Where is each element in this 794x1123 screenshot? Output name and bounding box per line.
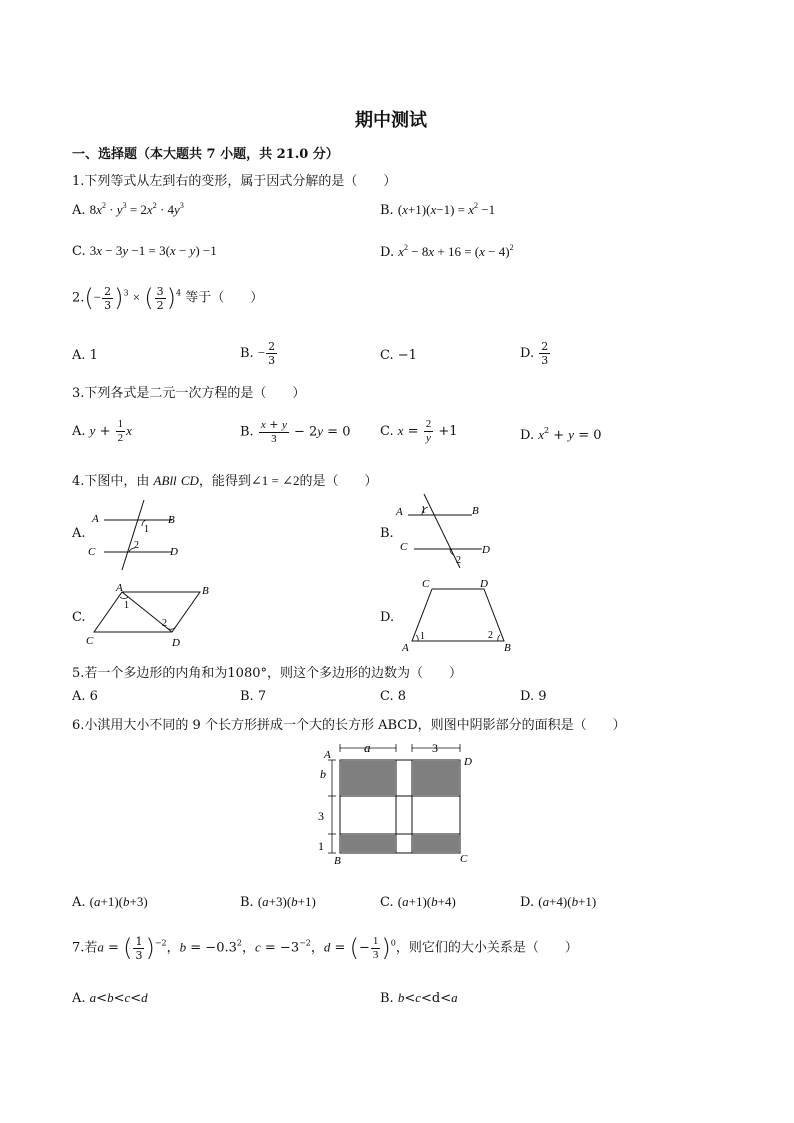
point-label-d: D (480, 578, 488, 590)
dim-label-3-left: 3 (318, 809, 324, 823)
shaded-rect (413, 835, 459, 852)
q6-option-b: B. (a+3)(b+1) (240, 894, 316, 910)
q3-option-d: D. $x^2 + y = 0$ (520, 426, 602, 443)
q3-option-a: A. y + $\frac{1}{2}$ x (72, 418, 132, 444)
q4-option-d-label: D. (380, 610, 395, 625)
q2-option-c: C. −1 (380, 348, 417, 363)
page-title: 期中测试 (355, 110, 427, 131)
q2-option-b: B. − $\frac{2}{3}$ (240, 340, 276, 367)
point-label-b: B (202, 585, 209, 597)
point-label-d: D (170, 546, 178, 558)
q5-option-d: D. 9 (520, 689, 547, 704)
q6-option-c: C. (a+1)(b+4) (380, 894, 456, 910)
option-label: B. (380, 203, 394, 218)
q7-option-b: B. b<c<d<a (380, 990, 458, 1006)
dim-label-b: b (320, 767, 326, 781)
point-label-c: C (460, 853, 468, 865)
q1-stem: 1.下列等式从左到右的变形，属于因式分解的是（ ） (72, 174, 397, 189)
q4-figure-d (400, 575, 520, 655)
point-label-a: A (92, 513, 99, 525)
angle-label-1: 1 (144, 524, 149, 535)
q6-option-d: D. (a+4)(b+1) (520, 894, 597, 910)
q5-option-c: C. 8 (380, 689, 407, 704)
point-label-c: C (86, 635, 94, 647)
q7-option-a: A. a<b<c<d (72, 990, 148, 1006)
option-label: D. (380, 245, 395, 260)
point-label-c: C (88, 546, 96, 558)
point-label-d: D (482, 544, 490, 556)
point-label-b: B (504, 642, 511, 654)
q2-option-a: A. 1 (72, 348, 98, 363)
angle-label-2: 2 (456, 555, 461, 566)
option-label: C. (72, 244, 86, 259)
q5-option-b: B. 7 (240, 689, 267, 704)
shaded-rect (341, 835, 395, 852)
q4-option-a-label: A. (72, 526, 86, 541)
q3-stem: 3.下列各式是二元一次方程的是（ ） (72, 386, 306, 401)
fraction: $\frac{3}{2}$ (156, 284, 164, 312)
angle-label-2: 2 (162, 618, 167, 629)
q3-option-c: C. x = $\frac{2}{y}$ +1 (380, 418, 458, 444)
point-label-d: D (464, 756, 472, 768)
angle-label-2: 2 (488, 630, 493, 641)
q6-option-a: A. (a+1)(b+3) (72, 894, 148, 910)
dim-label-1: 1 (318, 839, 324, 853)
shaded-rect (341, 761, 395, 795)
q4-figure-c (86, 580, 216, 650)
point-label-c: C (400, 541, 408, 553)
fraction: $\frac{2}{3}$ (104, 284, 112, 312)
q2-stem: 2.(− $\frac{2}{3}$ )$^3$ × ( $\frac{3}{2}$ )$^4$ 等于（ ） (72, 284, 264, 312)
q1-option-a: A. $8x^2 \cdot y^3 = 2x^2 \cdot 4y^3$ (72, 201, 184, 218)
angle-label-1: 1 (420, 631, 425, 642)
option-label: A. (72, 203, 86, 218)
section-heading: 一、选择题（本大题共 7 小题，共 21.0 分） (72, 147, 339, 162)
q4-stem: 4.下图中，由 ABll CD，能得到∠1 = ∠2的是（ ） (72, 473, 378, 489)
q4-figure-b (392, 490, 502, 570)
q4-figure-a (86, 492, 196, 572)
point-label-a: A (116, 582, 123, 594)
point-label-a: A (396, 506, 403, 518)
angle-label-1: 1 (421, 505, 426, 516)
q6-figure (310, 738, 480, 868)
point-label-b: B (334, 855, 341, 867)
point-label-a: A (324, 749, 331, 761)
shaded-rect (413, 761, 459, 795)
angle-label-2: 2 (134, 540, 139, 551)
point-label-c: C (422, 578, 430, 590)
q4-option-b-label: B. (380, 526, 394, 541)
q3-option-b: B. $\frac{x + y}{3}$ − 2y = 0 (240, 418, 351, 445)
dim-label-3-top: 3 (432, 741, 438, 755)
q5-option-a: A. 6 (72, 689, 98, 704)
q1-option-d: D. $x^2 - 8x + 16 = (x - 4)^2$ (380, 243, 514, 260)
q2-option-d: D. $\frac{2}{3}$ (520, 340, 549, 367)
point-label-d: D (172, 637, 180, 649)
q7-stem: 7.若a = ( $\frac{1}{3}$ )$^{-2}$，$b = -0.3^2$，$c = -3^{-2}$，d = (− $\frac{1}{3}$ )$^0$，则它们的大小关系是（ ） (72, 934, 578, 962)
q1-option-b: B. $(x+1)(x-1) = x^2 -1$ (380, 201, 496, 218)
q5-stem: 5.若一个多边形的内角和为1080°，则这个多边形的边数为（ ） (72, 666, 462, 681)
point-label-b: B (168, 514, 175, 526)
angle-label-1: 1 (124, 600, 129, 611)
q1-option-c: C. 3x − 3y −1 = 3(x − y) −1 (72, 243, 217, 259)
point-label-b: B (472, 505, 479, 517)
q6-stem: 6.小淇用大小不同的 9 个长方形拼成一个大的长方形 ABCD，则图中阴影部分的面积是（ ） (72, 718, 626, 733)
q4-option-c-label: C. (72, 610, 86, 625)
dim-label-a: a (364, 740, 371, 755)
point-label-a: A (402, 642, 409, 654)
